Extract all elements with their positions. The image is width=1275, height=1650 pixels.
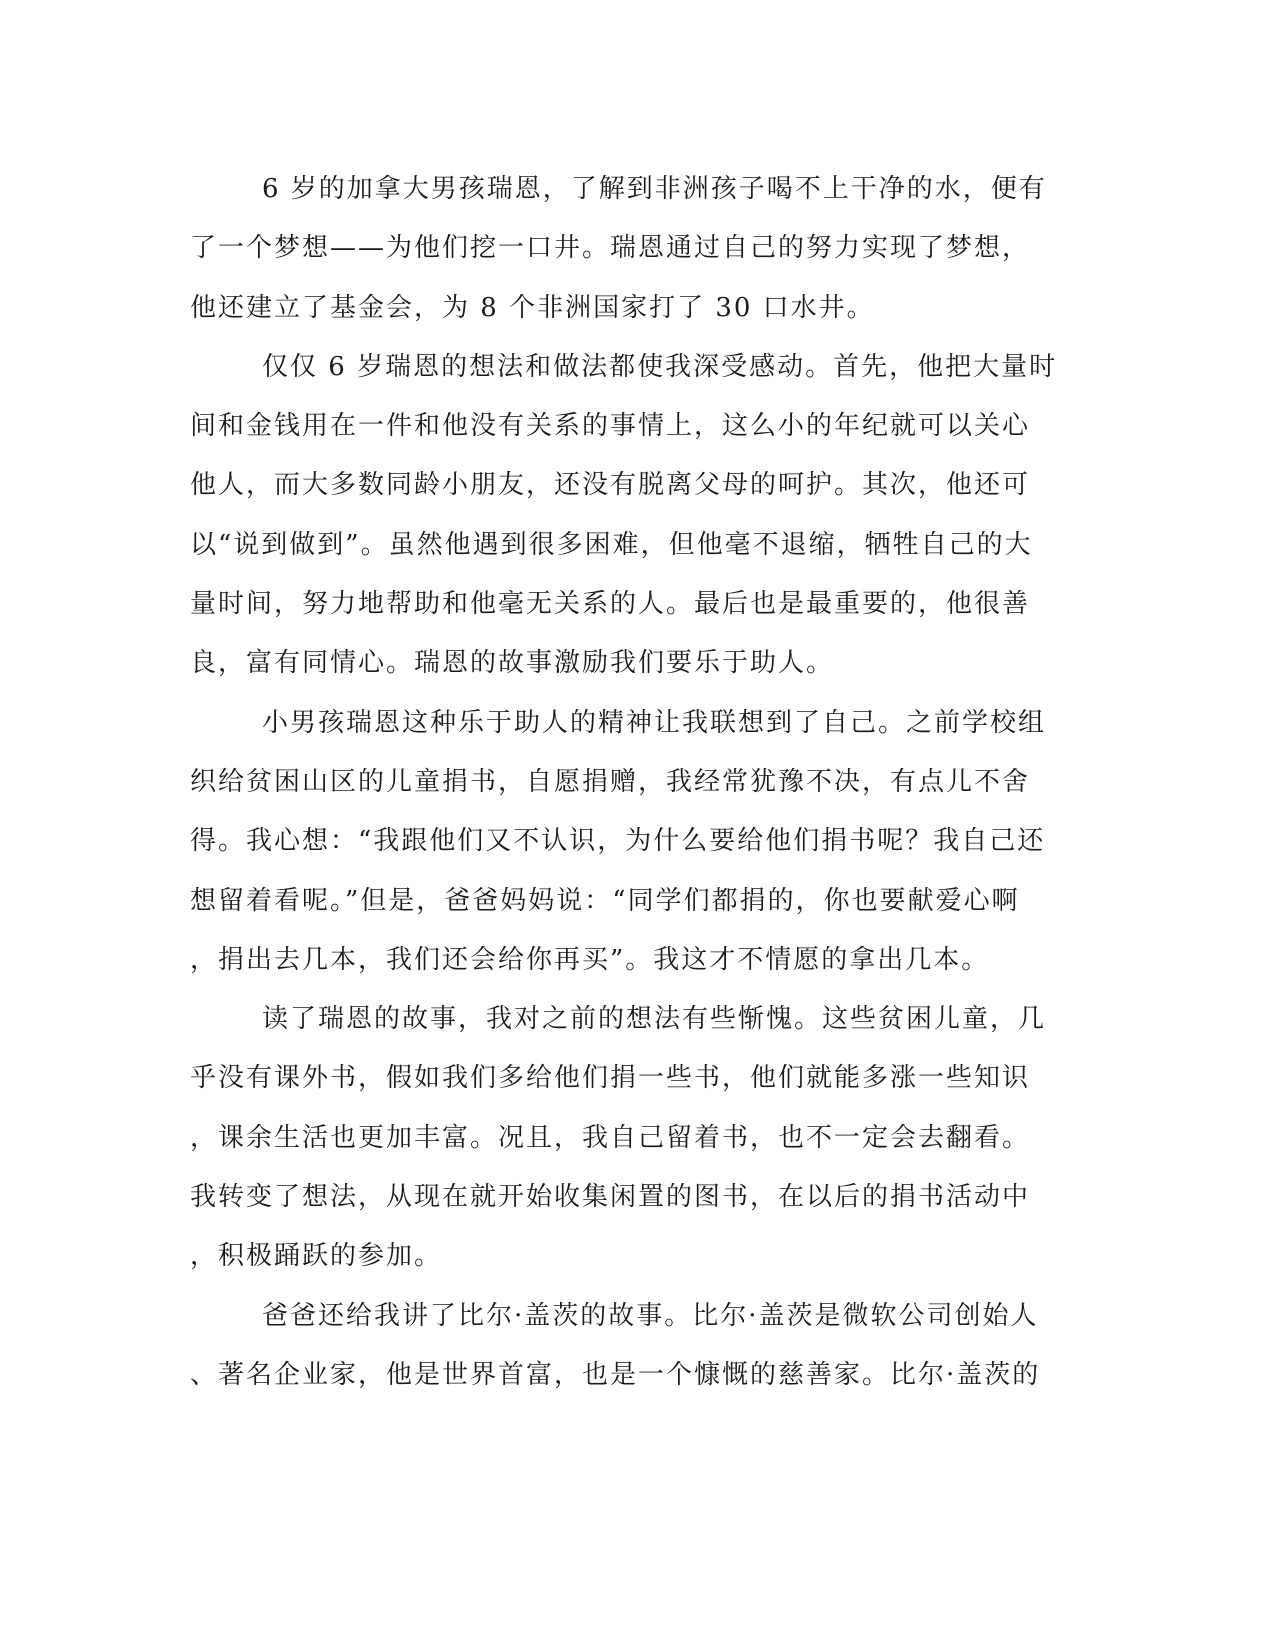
text-line: ，积极踊跃的参加。 bbox=[190, 1241, 443, 1272]
text-line: 量时间，努力地帮助和他毫无关系的人。最后也是最重要的，他很善 bbox=[190, 589, 1031, 620]
text-line: 得。我心想：“我跟他们又不认识，为什么要给他们捐书呢？我自己还 bbox=[190, 826, 1046, 857]
text-line: 想留着看呢。”但是，爸爸妈妈说：“同学们都捐的，你也要献爱心啊 bbox=[190, 885, 1020, 916]
text-line: 读了瑞恩的故事，我对之前的想法有些惭愧。这些贫困儿童，几 bbox=[262, 1004, 1047, 1035]
text-line: 、著名企业家，他是世界首富，也是一个慷慨的慈善家。比尔·盖茨的 bbox=[190, 1359, 1041, 1390]
paragraph-5 bbox=[190, 1287, 1080, 1406]
text-line: 乎没有课外书，假如我们多给他们捐一些书，他们就能多涨一些知识 bbox=[190, 1063, 1031, 1094]
text-line: 小男孩瑞恩这种乐于助人的精神让我联想到了自己。之前学校组 bbox=[262, 707, 1047, 738]
text-line: 6 岁的加拿大男孩瑞恩，了解到非洲孩子喝不上干净的水，便有 bbox=[262, 174, 1047, 204]
text-line: 良，富有同情心。瑞恩的故事激励我们要乐于助人。 bbox=[190, 648, 835, 679]
paragraph-1 bbox=[190, 160, 1080, 338]
paragraph-3 bbox=[190, 694, 1080, 990]
paragraph-4 bbox=[190, 990, 1080, 1286]
text-line: ，课余生活也更加丰富。况且，我自己留着书，也不一定会去翻看。 bbox=[190, 1122, 1031, 1153]
text-line: 间和金钱用在一件和他没有关系的事情上，这么小的年纪就可以关心 bbox=[190, 411, 1031, 442]
text-line: 织给贫困山区的儿童捐书，自愿捐赠，我经常犹豫不决，有点儿不舍 bbox=[190, 766, 1031, 797]
text-line: ，捐出去几本，我们还会给你再买”。我这才不情愿的拿出几本。 bbox=[190, 944, 990, 975]
text-line: 仅仅 6 岁瑞恩的想法和做法都使我深受感动。首先，他把大量时 bbox=[262, 351, 1058, 382]
text-line: 爸爸还给我讲了比尔·盖茨的故事。比尔·盖茨是微软公司创始人 bbox=[262, 1300, 1039, 1331]
essay-body bbox=[190, 160, 1080, 1405]
text-line: 以“说到做到”。虽然他遇到很多困难，但他毫不退缩，牺牲自己的大 bbox=[190, 529, 1033, 560]
text-line: 我转变了想法，从现在就开始收集闲置的图书，在以后的捐书活动中 bbox=[190, 1182, 1031, 1213]
text-line: 他人，而大多数同龄小朋友，还没有脱离父母的呵护。其次，他还可 bbox=[190, 470, 1031, 501]
paragraph-2 bbox=[190, 338, 1080, 694]
text-line: 他还建立了基金会，为 8 个非洲国家打了 30 口水井。 bbox=[190, 292, 875, 323]
text-line: 了一个梦想——为他们挖一口井。瑞恩通过自己的努力实现了梦想， bbox=[190, 233, 1031, 264]
